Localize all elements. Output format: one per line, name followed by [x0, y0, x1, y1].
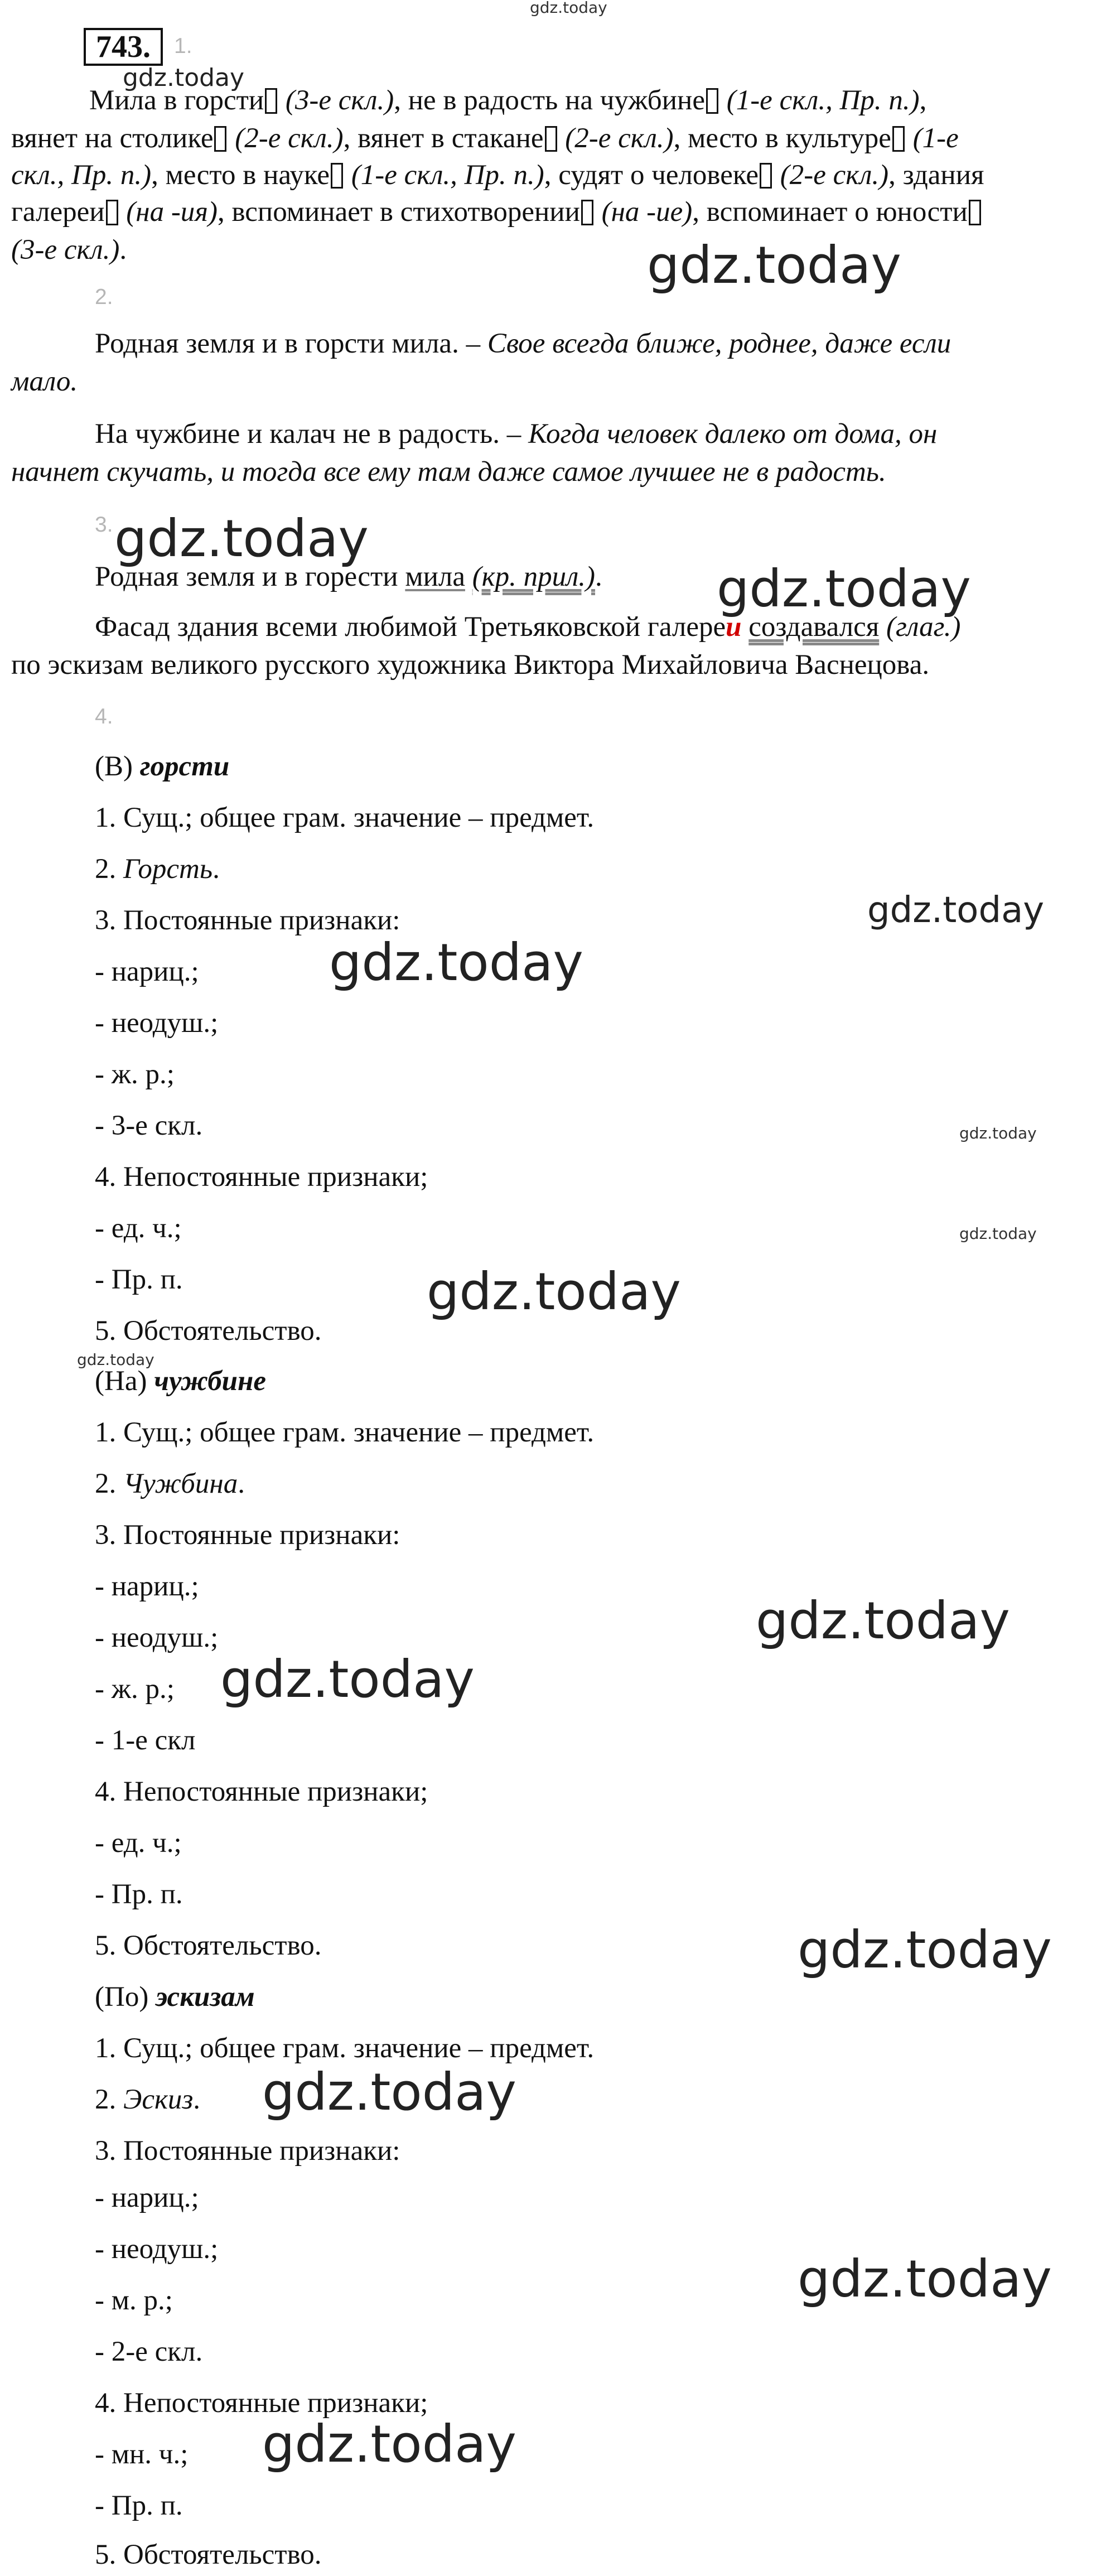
word-3-initial-form: 2. Эскиз.	[95, 2084, 201, 2115]
ending-box	[892, 126, 905, 152]
ending-box	[581, 200, 593, 225]
watermark: gdz.today	[798, 2249, 1052, 2309]
watermark: gdz.today	[647, 235, 901, 295]
word-2-item: 3. Постоянные признаки:	[95, 1519, 400, 1551]
watermark: gdz.today	[427, 1262, 681, 1321]
word-2-item: - ж. р.;	[95, 1673, 175, 1705]
word-3-item: 4. Непостоянные признаки;	[95, 2387, 428, 2419]
watermark: gdz.today	[123, 64, 245, 92]
watermark-top: gdz.today	[530, 0, 607, 17]
section-number-1: 1.	[174, 34, 192, 58]
watermark: gdz.today	[114, 509, 369, 568]
proverb-1: Родная земля и в горсти мила. – Свое всегда ближе, роднее, даже если	[95, 328, 951, 359]
ending-box	[265, 88, 277, 114]
ending-box	[214, 126, 226, 152]
sentence-2: Фасад здания всеми любимой Третьяковской галереи создавался (глаг.)	[95, 611, 961, 643]
word-2-heading: (На) чужбине	[95, 1366, 266, 1397]
word-2-item: - нариц.;	[95, 1571, 199, 1602]
word-1-item: 3. Постоянные признаки:	[95, 905, 400, 936]
word-1-item: - ж. р.;	[95, 1059, 175, 1090]
word-2-item: - 1-е скл	[95, 1725, 196, 1756]
watermark: gdz.today	[262, 2414, 516, 2474]
proverb-2-cont: начнет скучать, и тогда все ему там даже самое лучшее не в радость.	[11, 456, 886, 488]
word-3-item: - мн. ч.;	[95, 2439, 189, 2470]
part1-line-5: (3-е скл.).	[11, 234, 127, 266]
proverb-2: На чужбине и калач не в радость. – Когда человек далеко от дома, он	[95, 418, 938, 450]
word-3-item: - 2-е скл.	[95, 2336, 203, 2367]
word-2-initial-form: 2. Чужбина.	[95, 1468, 245, 1499]
word-3-item: 5. Обстоятельство.	[95, 2539, 322, 2570]
word-3-item: 3. Постоянные признаки:	[95, 2135, 400, 2167]
section-number-2: 2.	[95, 285, 113, 309]
watermark: gdz.today	[717, 559, 971, 619]
watermark: gdz.today	[798, 1920, 1052, 1980]
word-2-item: - ед. ч.;	[95, 1827, 182, 1859]
word-3-item: - нариц.;	[95, 2182, 199, 2213]
word-1-initial-form: 2. Горсть.	[95, 853, 220, 885]
word-3-item: - м. р.;	[95, 2285, 173, 2316]
word-1-heading: (В) горсти	[95, 751, 230, 782]
watermark: gdz.today	[756, 1591, 1010, 1651]
proverb-1-cont: мало.	[11, 366, 78, 397]
watermark: gdz.today	[329, 933, 583, 992]
word-1-item: - нариц.;	[95, 956, 199, 987]
section-number-3: 3.	[95, 513, 113, 537]
part1-line-1: Мила в горсти (3-е скл.), не в радость на чужбине (1-е скл., Пр. п.),	[89, 85, 927, 116]
ending-box	[706, 88, 718, 114]
word-2-item: 5. Обстоятельство.	[95, 1930, 322, 1961]
word-3-item: - неодуш.;	[95, 2234, 219, 2265]
word-1-item: 1. Сущ.; общее грам. значение – предмет.	[95, 802, 595, 833]
watermark: gdz.today	[959, 1124, 1037, 1142]
ending-box	[545, 126, 557, 152]
word-2-item: 4. Непостоянные признаки;	[95, 1776, 428, 1807]
word-2-item: 1. Сущ.; общее грам. значение – предмет.	[95, 1417, 595, 1448]
ending-box	[969, 200, 981, 225]
part1-line-2: вянет на столике (2-е скл.), вянет в стакане (2-е скл.), место в культуре (1-е	[11, 123, 959, 154]
watermark: gdz.today	[220, 1649, 475, 1709]
ending-box	[106, 200, 118, 225]
word-2-item: - Пр. п.	[95, 1879, 183, 1910]
word-1-item: 5. Обстоятельство.	[95, 1315, 322, 1347]
word-1-item: - неодуш.;	[95, 1007, 219, 1039]
word-2-item: - неодуш.;	[95, 1622, 219, 1653]
watermark: gdz.today	[867, 890, 1045, 931]
part1-line-4: галереи (на -ия), вспоминает в стихотворении (на -ие), вспоминает о юности	[11, 195, 982, 229]
watermark: gdz.today	[959, 1224, 1037, 1243]
word-3-heading: (По) эскизам	[95, 1981, 255, 2013]
word-1-item: - ед. ч.;	[95, 1213, 182, 1244]
watermark: gdz.today	[262, 2062, 516, 2122]
part1-line-3: скл., Пр. п.), место в науке (1-е скл., Пр. п.), судят о человеке (2-е скл.), здания	[11, 160, 984, 191]
ending-box	[760, 163, 772, 189]
word-1-item: - Пр. п.	[95, 1264, 183, 1295]
task-number: 743.	[84, 28, 163, 66]
word-3-item: 1. Сущ.; общее грам. значение – предмет.	[95, 2033, 595, 2064]
section-number-4: 4.	[95, 705, 113, 729]
ending-box	[331, 163, 343, 189]
sentence-1: Родная земля и в горести мила (кр. прил.).	[95, 561, 602, 592]
word-1-item: - 3-е скл.	[95, 1110, 203, 1141]
word-1-item: 4. Непостоянные признаки;	[95, 1161, 428, 1193]
word-3-item: - Пр. п.	[95, 2490, 183, 2521]
watermark: gdz.today	[77, 1350, 154, 1369]
sentence-2-cont: по эскизам великого русского художника Виктора Михайловича Васнецова.	[11, 649, 930, 681]
